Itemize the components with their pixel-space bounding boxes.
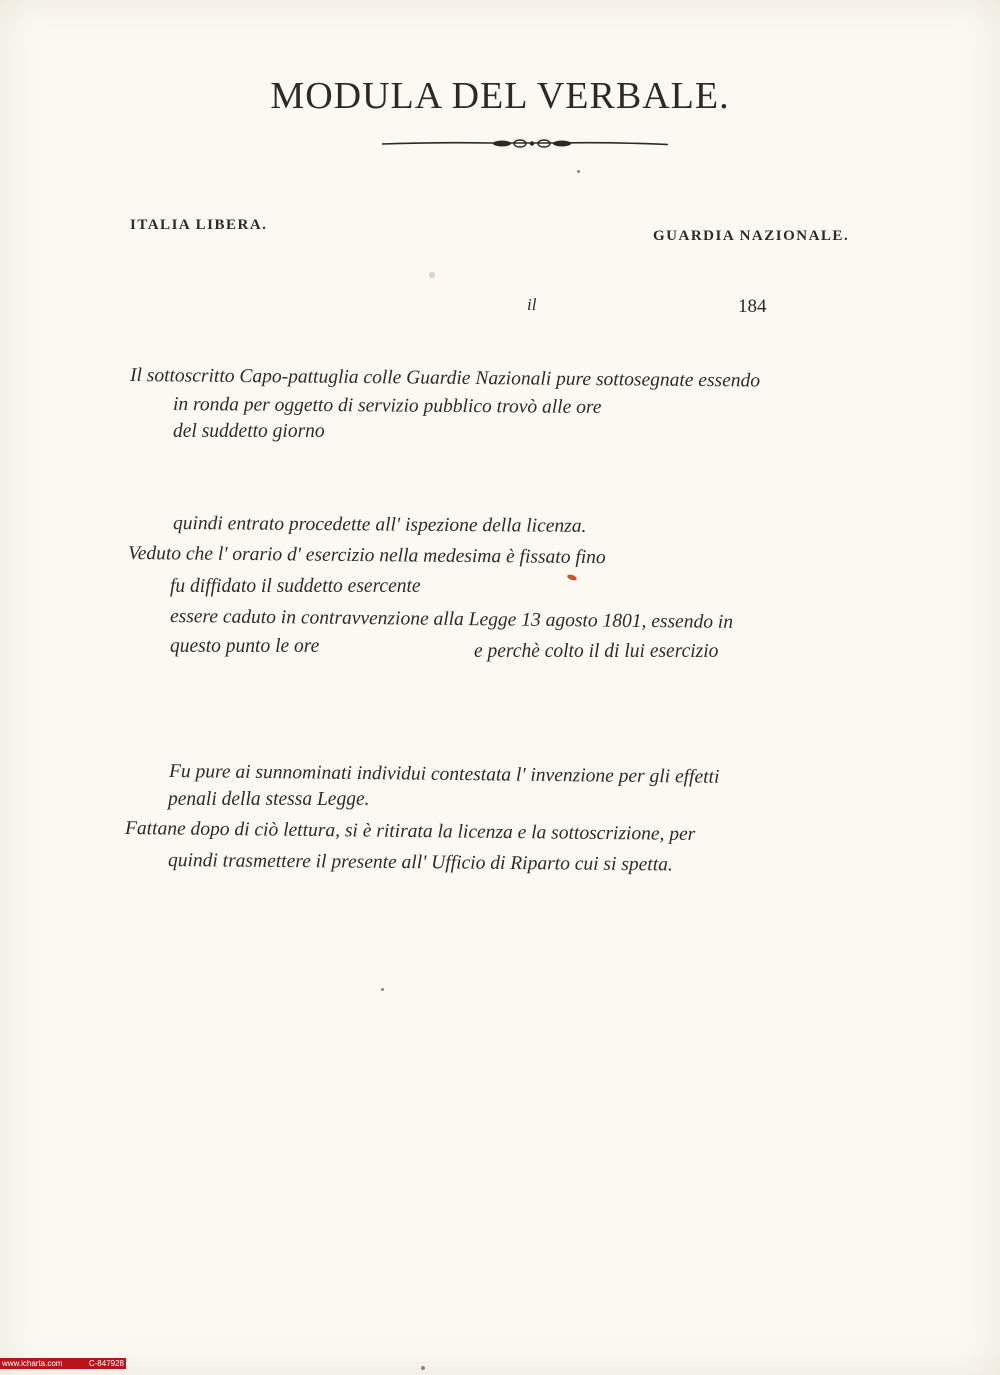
paper-speck (429, 272, 435, 278)
paragraph3-line1: Fu pure ai sunnominati individui contestata l' invenzione per gli effetti (168, 761, 720, 788)
paragraph1-line2: in ronda per oggetto di servizio pubblico trovò alle ore (172, 394, 602, 418)
watermark-site: www.icharta.com (2, 1359, 63, 1368)
paragraph2-line5-end: e perchè colto il di lui esercizio (474, 641, 719, 662)
paragraph2-line4: essere caduto in contravvenzione alla Legge 13 agosto 1801, essendo in (169, 606, 734, 633)
paragraph3-line4: quindi trasmettere il presente all' Ufficio di Riparto cui si spetta. (167, 850, 673, 876)
paragraph2-line5-start: questo punto le ore (170, 636, 320, 657)
header-italia-libera: ITALIA LIBERA. (130, 217, 268, 233)
paper-speck (421, 1366, 425, 1370)
date-year: 184 (738, 296, 767, 317)
header-guardia-nazionale: GUARDIA NAZIONALE. (653, 228, 850, 244)
paragraph2-line1: quindi entrato procedette all' ispezione della licenza. (172, 513, 587, 537)
paragraph3-line2: penali della stessa Legge. (168, 789, 370, 810)
document-title: MODULA DEL VERBALE. (270, 75, 730, 117)
paragraph1-line3: del suddetto giorno (173, 421, 325, 442)
paragraph2-line3: fu diffidato il suddetto esercente (170, 576, 421, 597)
paragraph3-line3: Fattane dopo di ciò lettura, si è ritirata la licenza e la sottoscrizione, per (124, 818, 696, 845)
paper-speck (381, 988, 384, 991)
watermark-banner (0, 1358, 126, 1369)
paragraph2-line2: Veduto che l' orario d' esercizio nella medesima è fissato fino (127, 543, 606, 569)
watermark-code: C-847928 (88, 1359, 124, 1368)
date-prefix: il (527, 295, 537, 314)
paper-speck (577, 170, 580, 173)
ink-stain (566, 573, 577, 581)
paragraph1-line1: Il sottoscritto Capo-pattuglia colle Guardie Nazionali pure sottosegnate essendo (129, 365, 761, 392)
title-ornament-divider (380, 137, 670, 151)
